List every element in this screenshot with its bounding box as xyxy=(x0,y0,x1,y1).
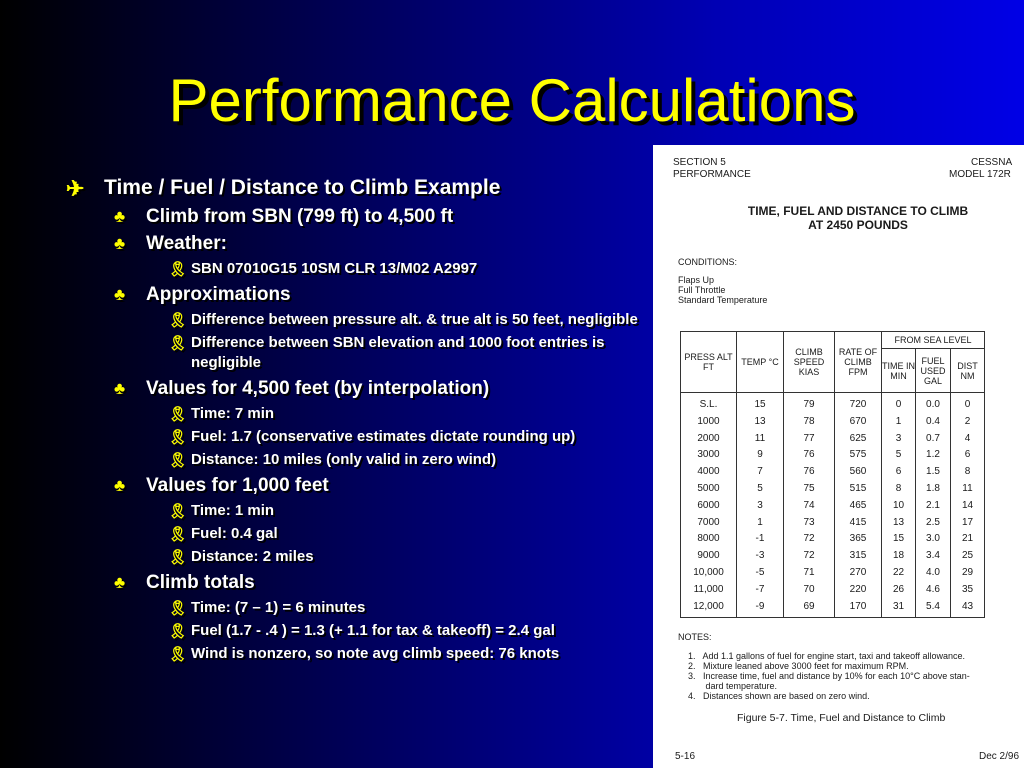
bullet-text: Time / Fuel / Distance to Climb Example xyxy=(104,176,501,199)
table-cell: 2 xyxy=(964,415,971,427)
ribbon-icon: 🎗 xyxy=(168,261,188,278)
table-cell: 14 xyxy=(961,499,974,511)
table-cell: 11,000 xyxy=(693,583,724,595)
table-cell: 43 xyxy=(961,600,974,612)
table-cell: 70 xyxy=(803,583,815,595)
table-cell: 11 xyxy=(962,482,973,494)
note-item: 2. Mixture leaned above 3000 feet for maximum RPM. xyxy=(688,661,909,671)
bullet-level2 xyxy=(62,206,652,228)
table-cell: S.L. xyxy=(699,399,718,410)
table-cell: 6 xyxy=(964,449,971,461)
table-column xyxy=(916,393,951,618)
table-cell: 31 xyxy=(892,600,905,612)
table-cell: 9000 xyxy=(697,550,720,562)
ribbon-icon: 🎗 xyxy=(168,429,188,446)
table-cell: 720 xyxy=(849,399,867,410)
table-cell: 15 xyxy=(892,533,905,545)
table-cell: -3 xyxy=(755,550,765,562)
header-rate-of-climb: RATE OF CLIMB FPM xyxy=(835,332,882,393)
table-cell: 5 xyxy=(757,482,763,494)
table-cell: 6 xyxy=(895,466,902,478)
table-cell: 670 xyxy=(849,415,867,427)
bullet-list xyxy=(62,176,652,667)
club-icon: ♣ xyxy=(114,476,126,495)
table-cell: 26 xyxy=(892,583,905,595)
header-from-sea-level: FROM SEA LEVEL xyxy=(882,332,985,349)
table-cell: 560 xyxy=(849,466,867,478)
bullet-text: Time: 7 min xyxy=(191,405,275,422)
header-temp: TEMP °C xyxy=(737,332,784,393)
ribbon-icon: 🎗 xyxy=(168,503,188,520)
table-cell: 71 xyxy=(803,566,815,578)
table-cell: 3.4 xyxy=(926,550,940,562)
table-cell: 78 xyxy=(803,415,815,427)
table-cell: 575 xyxy=(849,449,867,461)
table-cell: 4.0 xyxy=(926,566,940,578)
table-cell: 465 xyxy=(849,499,867,511)
table-cell: 2.1 xyxy=(926,499,940,511)
header-fuel: FUEL USED GAL xyxy=(916,349,951,393)
table-cell: 76 xyxy=(803,466,815,478)
bullet-level3 xyxy=(62,404,652,424)
table-column xyxy=(737,393,784,618)
table-cell: 35 xyxy=(961,583,974,595)
table-cell: 315 xyxy=(849,550,867,562)
note-item: 4. Distances shown are based on zero wind. xyxy=(688,691,870,701)
model-make-label: CESSNA xyxy=(971,157,1013,168)
club-icon: ♣ xyxy=(114,573,126,592)
table-cell: 79 xyxy=(803,399,815,410)
ribbon-icon: 🎗 xyxy=(168,549,188,566)
table-cell: 8 xyxy=(964,466,971,478)
table-cell: 10,000 xyxy=(693,566,724,578)
table-cell: 3000 xyxy=(697,449,720,461)
ribbon-icon: 🎗 xyxy=(168,452,188,469)
table-cell: 13 xyxy=(892,516,905,528)
bullet-text: Values for 1,000 feet xyxy=(146,475,329,496)
table-cell: 4.6 xyxy=(926,583,940,595)
table-cell: 1.2 xyxy=(926,449,940,461)
note-item: 3. Increase time, fuel and distance by 10% for each 10°C above stan- xyxy=(688,671,970,681)
table-cell: 72 xyxy=(803,533,815,545)
section-label: SECTION 5 xyxy=(673,157,726,168)
table-cell: 21 xyxy=(961,533,974,545)
ribbon-icon: 🎗 xyxy=(168,312,188,329)
bullet-level1 xyxy=(62,176,652,200)
table-cell: 74 xyxy=(803,499,815,511)
table-cell: -7 xyxy=(755,583,765,595)
bullet-text: Difference between pressure alt. & true alt is 50 feet, negligible xyxy=(191,311,638,328)
table-cell: 75 xyxy=(803,482,815,494)
bullet-level3 xyxy=(62,524,652,544)
bullet-level3 xyxy=(62,259,652,279)
bullet-text: Values for 4,500 feet (by interpolation) xyxy=(146,378,490,399)
table-title-line2: AT 2450 POUNDS xyxy=(808,218,908,232)
table-cell: 3 xyxy=(757,499,763,511)
table-cell: 5.4 xyxy=(926,600,940,612)
performance-table xyxy=(680,331,985,618)
table-cell: 12,000 xyxy=(693,600,724,612)
table-cell: 2000 xyxy=(697,432,720,444)
bullet-level3 xyxy=(62,621,652,641)
table-cell: 73 xyxy=(803,516,815,528)
table-cell: 515 xyxy=(849,482,867,494)
table-cell: 3.0 xyxy=(926,533,940,545)
bullet-text: Approximations xyxy=(146,284,291,305)
bullet-text: Weather: xyxy=(146,233,227,254)
table-cell: 4000 xyxy=(697,466,720,478)
table-cell: 0 xyxy=(964,399,971,410)
table-cell: 29 xyxy=(961,566,974,578)
table-cell: 17 xyxy=(961,516,974,528)
table-cell: 11 xyxy=(754,432,766,444)
table-cell: 2.5 xyxy=(926,516,940,528)
table-column xyxy=(951,393,985,618)
bullet-level3 xyxy=(62,501,652,521)
club-icon: ♣ xyxy=(114,379,126,398)
table-cell: 3 xyxy=(895,432,902,444)
ribbon-icon: 🎗 xyxy=(168,406,188,423)
header-press-alt: PRESS ALT FT xyxy=(681,332,737,393)
table-cell: 1000 xyxy=(697,415,720,427)
table-cell: -9 xyxy=(755,600,765,612)
bullet-level3 xyxy=(62,310,652,330)
ribbon-icon: 🎗 xyxy=(168,335,188,352)
table-cell: 0.4 xyxy=(926,415,940,427)
table-cell: 15 xyxy=(754,399,766,410)
table-cell: 10 xyxy=(892,499,905,511)
bullet-text: SBN 07010G15 10SM CLR 13/M02 A2997 xyxy=(191,260,478,277)
table-cell: 5000 xyxy=(697,482,720,494)
table-cell: 365 xyxy=(849,533,867,545)
table-cell: 170 xyxy=(849,600,867,612)
bullet-level2 xyxy=(62,378,652,400)
table-column xyxy=(681,393,737,618)
bullet-level2 xyxy=(62,475,652,497)
airplane-icon: ✈ xyxy=(66,176,85,201)
figure-caption: Figure 5-7. Time, Fuel and Distance to Climb xyxy=(737,712,946,724)
header-climb-speed: CLIMB SPEED KIAS xyxy=(784,332,835,393)
bullet-text: Difference between SBN elevation and 1000 foot entries is negligible xyxy=(191,334,605,371)
table-cell: 415 xyxy=(849,516,867,528)
table-cell: 4 xyxy=(964,432,971,444)
table-cell: 69 xyxy=(803,600,815,612)
table-column xyxy=(835,393,882,618)
bullet-level3 xyxy=(62,450,652,470)
bullet-text: Fuel: 1.7 (conservative estimates dictate rounding up) xyxy=(191,428,576,445)
bullet-text: Distance: 10 miles (only valid in zero wind) xyxy=(191,451,497,468)
table-cell: 1 xyxy=(757,516,763,528)
table-cell: 8 xyxy=(895,482,902,494)
note-item: 1. Add 1.1 gallons of fuel for engine start, taxi and takeoff allowance. xyxy=(688,651,966,661)
bullet-text: Fuel: 0.4 gal xyxy=(191,525,278,542)
note-item: dard temperature. xyxy=(688,681,778,691)
table-cell: 72 xyxy=(803,550,815,562)
table-title-line1: TIME, FUEL AND DISTANCE TO CLIMB xyxy=(747,204,969,218)
notes-label: NOTES: xyxy=(678,632,712,642)
section-sub-label: PERFORMANCE xyxy=(673,169,751,180)
table-cell: 1.5 xyxy=(926,466,940,478)
bullet-level3 xyxy=(62,644,652,664)
ribbon-icon: 🎗 xyxy=(168,600,188,617)
table-cell: 77 xyxy=(803,432,815,444)
page-number: 5-16 xyxy=(675,751,696,762)
table-cell: 25 xyxy=(961,550,974,562)
document-date: Dec 2/96 xyxy=(979,751,1020,762)
table-cell: 270 xyxy=(849,566,867,578)
bullet-level2 xyxy=(62,284,652,306)
club-icon: ♣ xyxy=(114,207,126,226)
performance-chart-document xyxy=(653,145,1024,768)
table-cell: 0.7 xyxy=(926,432,940,444)
table-cell: -5 xyxy=(755,566,765,578)
header-time: TIME IN MIN xyxy=(882,349,916,393)
bullet-text: Fuel (1.7 - .4 ) = 1.3 (+ 1.1 for tax & takeoff) = 2.4 gal xyxy=(191,622,555,639)
bullet-level2 xyxy=(62,233,652,255)
table-cell: 22 xyxy=(892,566,905,578)
table-cell: 13 xyxy=(754,415,766,427)
bullet-text: Distance: 2 miles xyxy=(191,548,314,565)
club-icon: ♣ xyxy=(114,234,126,253)
table-cell: 7 xyxy=(757,466,763,478)
bullet-level3 xyxy=(62,427,652,447)
table-cell: 1.8 xyxy=(926,482,940,494)
header-dist: DIST NM xyxy=(951,349,985,393)
bullet-text: Climb totals xyxy=(146,572,255,593)
table-cell: 1 xyxy=(895,415,902,427)
ribbon-icon: 🎗 xyxy=(168,646,188,663)
table-cell: 5 xyxy=(895,449,902,461)
conditions-label: CONDITIONS: xyxy=(678,257,738,267)
bullet-text: Climb from SBN (799 ft) to 4,500 ft xyxy=(146,206,454,227)
bullet-level3 xyxy=(62,547,652,567)
bullet-level2 xyxy=(62,572,652,594)
slide-title: Performance Calculations xyxy=(168,67,856,134)
club-icon: ♣ xyxy=(114,285,126,304)
table-cell: 0.0 xyxy=(926,399,940,410)
table-cell: 625 xyxy=(849,432,867,444)
table-cell: 9 xyxy=(757,449,763,461)
table-cell: 18 xyxy=(892,550,905,562)
table-cell: 8000 xyxy=(697,533,720,545)
table-data-row xyxy=(681,393,985,618)
table-cell: 7000 xyxy=(697,516,720,528)
condition-item: Full Throttle xyxy=(678,285,726,295)
condition-item: Standard Temperature xyxy=(678,295,768,305)
bullet-level3 xyxy=(62,333,652,373)
bullet-level3 xyxy=(62,598,652,618)
ribbon-icon: 🎗 xyxy=(168,526,188,543)
table-cell: 0 xyxy=(895,399,902,410)
model-label: MODEL 172R xyxy=(949,169,1011,180)
ribbon-icon: 🎗 xyxy=(168,623,188,640)
notes-list xyxy=(688,651,1024,701)
table-cell: 76 xyxy=(803,449,815,461)
bullet-text: Wind is nonzero, so note avg climb speed: 76 knots xyxy=(191,645,560,662)
table-column xyxy=(784,393,835,618)
table-cell: -1 xyxy=(755,533,765,545)
table-column xyxy=(882,393,916,618)
bullet-text: Time: (7 – 1) = 6 minutes xyxy=(191,599,366,616)
bullet-text: Time: 1 min xyxy=(191,502,275,519)
condition-item: Flaps Up xyxy=(678,275,715,285)
table-cell: 220 xyxy=(849,583,867,595)
table-cell: 6000 xyxy=(697,499,720,511)
